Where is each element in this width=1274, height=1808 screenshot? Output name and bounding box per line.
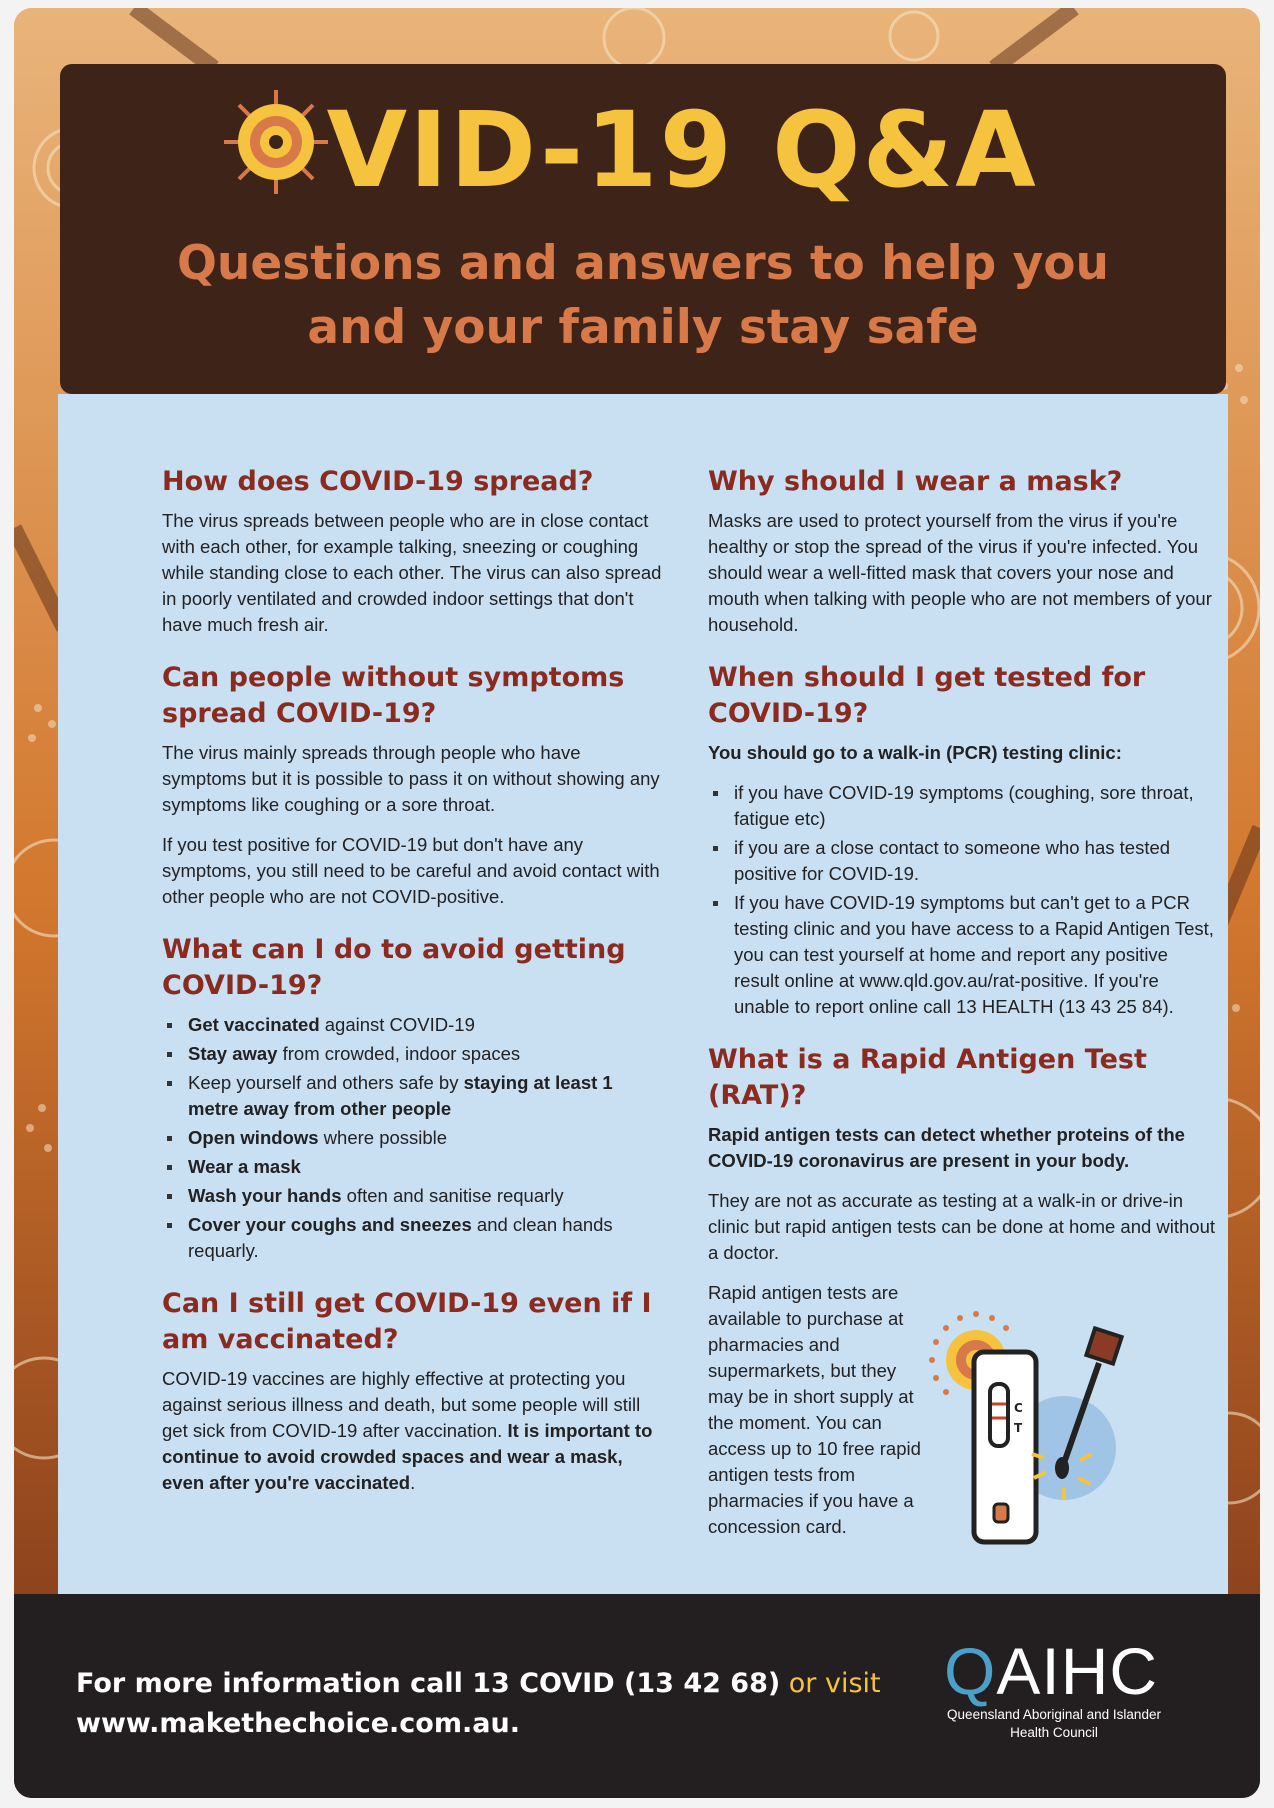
list-item: Open windows where possible: [162, 1125, 662, 1151]
qaihc-logo: [944, 1636, 1204, 1742]
header-banner: [60, 64, 1226, 394]
section-paragraph: The virus mainly spreads through people who have symptoms but it is possible to pass it on without showing any symptoms like coughing or a sore throat.: [162, 742, 660, 815]
section-heading: When should I get tested for COVID-19?: [708, 662, 1146, 729]
footer-line-1: For more information call 13 COVID (13 42 68) or visit: [76, 1668, 881, 1699]
list-item: if you are a close contact to someone who has tested positive for COVID-19.: [708, 835, 1218, 887]
list-item: Get vaccinated against COVID-19: [162, 1012, 662, 1038]
page-title: VID-19 Q&A: [326, 89, 1038, 211]
list-item: Stay away from crowded, indoor spaces: [162, 1041, 662, 1067]
list-item: Wash your hands often and sanitise requarly: [162, 1183, 662, 1209]
page-subtitle: [60, 232, 1226, 360]
control-line-label: C: [1014, 1401, 1023, 1415]
rapid-antigen-test-illustration: [914, 1308, 1164, 1558]
subtitle-line-2: and your family stay safe: [307, 300, 979, 355]
test-line-label: T: [1014, 1421, 1023, 1435]
list-item: Wear a mask: [162, 1154, 662, 1180]
section-heading: Can I still get COVID-19 even if I am vaccinated?: [162, 1288, 652, 1355]
section-body: The virus spreads between people who are in close contact with each other, for example talking, sneezing or coughing while standing close to each other. The virus can also spread in poorly ventilated and crowded indoor settings that don't have much fresh air.: [162, 510, 662, 635]
section-lead: Rapid antigen tests can detect whether proteins of the COVID-19 coronavirus are present in your body.: [708, 1124, 1185, 1171]
section-paragraph: They are not as accurate as testing at a walk-in or drive-in clinic but rapid antigen tests can be done at home and without a doctor.: [708, 1190, 1216, 1263]
list-item: if you have COVID-19 symptoms (coughing, sore throat, fatigue etc): [708, 780, 1218, 832]
testing-list: [708, 780, 1218, 1020]
list-item: Keep yourself and others safe by staying at least 1 metre away from other people: [162, 1070, 662, 1122]
footer-contact: [76, 1664, 881, 1744]
section-spread: [162, 464, 662, 638]
section-avoid: [162, 932, 662, 1264]
list-item: If you have COVID-19 symptoms but can't get to a PCR testing clinic and you have access to a Rapid Antigen Test, you can test yourself at home and report any positive result online at www.qld.gov.au/rat-positive. If you're unable to report online call 13 HEALTH (13 43 25 84).: [708, 890, 1218, 1020]
logo-subtitle: Queensland Aboriginal and Islander Health Council: [947, 1707, 1161, 1740]
section-vaccinated: [162, 1286, 662, 1496]
section-heading: What is a Rapid Antigen Test (RAT)?: [708, 1044, 1147, 1111]
section-mask: [708, 464, 1218, 638]
section-heading: Can people without symptoms spread COVID-19?: [162, 662, 625, 729]
poster: [14, 8, 1260, 1798]
list-item: Cover your coughs and sneezes and clean hands requarly.: [162, 1212, 662, 1264]
subtitle-line-1: Questions and answers to help you: [176, 236, 1110, 291]
section-body: COVID-19 vaccines are highly effective at protecting you against serious illness and death, but some people will still get sick from COVID-19 after vaccination. It is important to continue to avoid crowded spaces and wear a mask, even after you're vaccinated.: [162, 1368, 653, 1493]
prevention-list: [162, 1012, 662, 1264]
left-column: [162, 464, 662, 1518]
section-testing: [708, 660, 1218, 1020]
footer-website-link[interactable]: www.makethechoice.com.au.: [76, 1708, 520, 1739]
section-body: Masks are used to protect yourself from the virus if you're healthy or stop the spread of the virus if you're infected. You should wear a well-fitted mask that covers your nose and mouth when talking with people who are not members of your household.: [708, 510, 1212, 635]
footer: [14, 1594, 1260, 1798]
section-lead: You should go to a walk-in (PCR) testing clinic:: [708, 742, 1122, 763]
section-heading: How does COVID-19 spread?: [162, 466, 594, 497]
section-heading: What can I do to avoid getting COVID-19?: [162, 934, 626, 1001]
section-heading: Why should I wear a mask?: [708, 466, 1123, 497]
logo-wordmark: QAIHC: [944, 1634, 1159, 1708]
section-paragraph: Rapid antigen tests are available to purchase at pharmacies and supermarkets, but they may be in short supply at the moment. You can access up to 10 free rapid antigen tests from pharmacies if you have a concession card.: [708, 1282, 921, 1537]
section-paragraph: If you test positive for COVID-19 but don't have any symptoms, you still need to be careful and avoid contact with other people who are not COVID-positive.: [162, 834, 660, 907]
section-asymptomatic: [162, 660, 662, 910]
